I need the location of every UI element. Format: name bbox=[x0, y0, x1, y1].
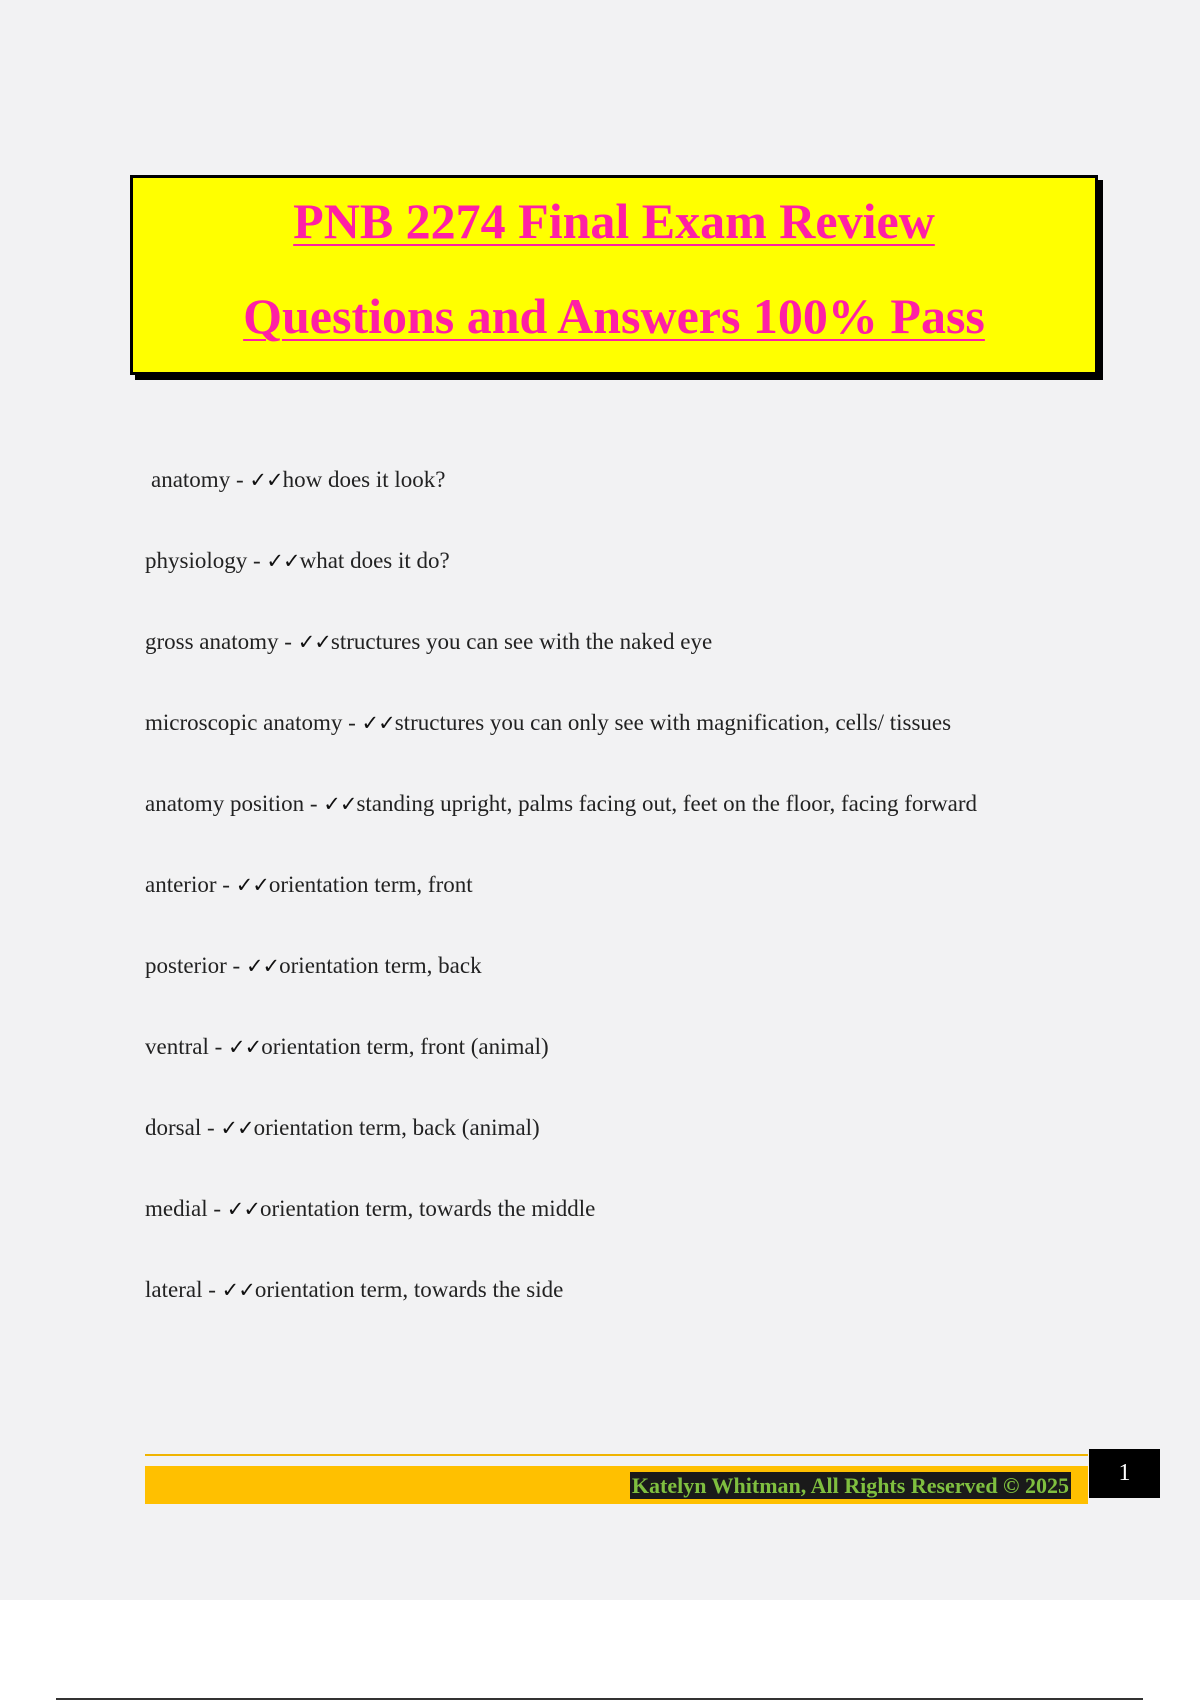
double-check-icon: ✓✓ bbox=[226, 1197, 260, 1221]
qa-item bbox=[145, 1260, 1105, 1320]
title-box bbox=[130, 175, 1098, 375]
qa-term: anatomy bbox=[151, 467, 231, 492]
double-check-icon: ✓✓ bbox=[245, 954, 280, 978]
qa-separator: - bbox=[202, 1277, 222, 1302]
double-check-icon: ✓✓ bbox=[235, 873, 269, 897]
qa-term: medial bbox=[145, 1196, 208, 1221]
qa-answer: orientation term, front (animal) bbox=[261, 1034, 549, 1059]
qa-answer: how does it look? bbox=[282, 467, 446, 492]
qa-item bbox=[145, 693, 1105, 753]
qa-term: dorsal bbox=[145, 1115, 202, 1140]
qa-answer: orientation term, back (animal) bbox=[253, 1115, 540, 1140]
qa-answer: orientation term, towards the middle bbox=[259, 1196, 596, 1221]
double-check-icon: ✓✓ bbox=[221, 1278, 255, 1302]
qa-item bbox=[145, 936, 1105, 996]
copyright-text: Katelyn Whitman, All Rights Reserved © 2025 bbox=[631, 1473, 1069, 1498]
qa-separator: - bbox=[278, 629, 298, 654]
qa-item bbox=[145, 1098, 1105, 1158]
double-check-icon: ✓✓ bbox=[361, 711, 395, 735]
qa-term: gross anatomy bbox=[145, 629, 279, 654]
qa-term: anatomy position bbox=[145, 791, 305, 816]
double-check-icon: ✓✓ bbox=[249, 468, 283, 492]
qa-item bbox=[145, 531, 1105, 591]
qa-separator: - bbox=[208, 1034, 229, 1059]
qa-term: posterior bbox=[145, 953, 227, 978]
qa-answer: orientation term, back bbox=[279, 953, 482, 978]
double-check-icon: ✓✓ bbox=[297, 630, 331, 654]
double-check-icon: ✓✓ bbox=[323, 792, 357, 816]
qa-separator: - bbox=[342, 710, 362, 735]
qa-answer: orientation term, front bbox=[268, 872, 473, 897]
qa-answer: orientation term, towards the side bbox=[254, 1277, 564, 1302]
qa-term: anterior bbox=[145, 872, 217, 897]
qa-answer: what does it do? bbox=[299, 548, 450, 573]
qa-item bbox=[145, 855, 1105, 915]
qa-list bbox=[145, 450, 1105, 1341]
qa-answer: structures you can only see with magnification, cells/ tissues bbox=[394, 710, 952, 735]
qa-separator: - bbox=[247, 548, 267, 573]
qa-separator: - bbox=[226, 953, 246, 978]
title-line-1: PNB 2274 Final Exam Review bbox=[293, 193, 935, 249]
qa-item bbox=[145, 1179, 1105, 1239]
double-check-icon: ✓✓ bbox=[220, 1116, 254, 1140]
qa-item bbox=[145, 1017, 1105, 1077]
double-check-icon: ✓✓ bbox=[266, 549, 300, 573]
qa-separator: - bbox=[207, 1196, 227, 1221]
footer-bar bbox=[145, 1466, 1088, 1504]
qa-item bbox=[145, 774, 1045, 834]
qa-term: microscopic anatomy bbox=[145, 710, 343, 735]
qa-separator: - bbox=[216, 872, 236, 897]
qa-answer: standing upright, palms facing out, feet on the floor, facing forward bbox=[356, 791, 977, 816]
qa-separator: - bbox=[304, 791, 324, 816]
title-line-2: Questions and Answers 100% Pass bbox=[243, 288, 985, 344]
qa-answer: structures you can see with the naked eye bbox=[330, 629, 713, 654]
qa-item bbox=[145, 612, 1105, 672]
qa-item bbox=[145, 450, 1105, 510]
qa-separator: - bbox=[230, 467, 250, 492]
qa-separator: - bbox=[201, 1115, 221, 1140]
qa-term: physiology bbox=[145, 548, 248, 573]
qa-term: ventral bbox=[145, 1034, 209, 1059]
qa-term: lateral bbox=[145, 1277, 203, 1302]
double-check-icon: ✓✓ bbox=[228, 1035, 262, 1059]
page-number: 1 bbox=[1089, 1449, 1160, 1498]
footer-divider bbox=[145, 1454, 1088, 1456]
